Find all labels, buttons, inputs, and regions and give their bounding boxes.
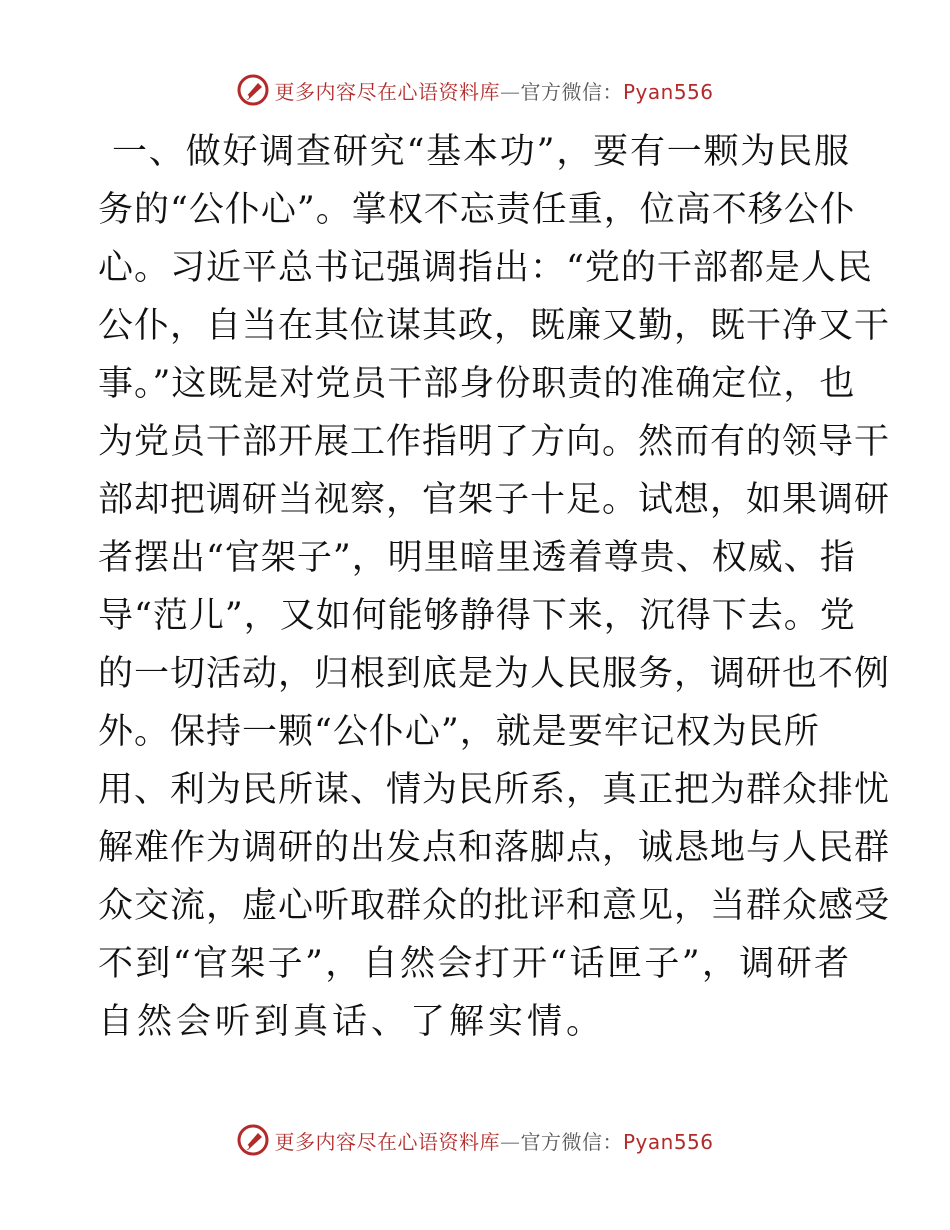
text-line: 导“范儿”，又如何能够静得下来，沉得下去。党 (98, 596, 856, 636)
text-line: 事。”这既是对党员干部身份职责的准确定位，也 (98, 364, 856, 404)
text-line: 外。保持一颗“公仆心”，就是要牢记权为民所 (98, 712, 820, 752)
watermark-separator: — (499, 79, 521, 104)
text-line: 用、利为民所谋、情为民所系，真正把为群众排忧 (98, 770, 891, 810)
footer-watermark (0, 1120, 950, 1160)
text-line: 一、做好调查研究“基本功”，要有一颗为民服 (112, 132, 850, 172)
text-line: 为党员干部开展工作指明了方向。然而有的领导干 (98, 422, 891, 462)
watermark-id: Pyan556 (622, 79, 714, 104)
header-watermark (0, 70, 950, 110)
pen-nib-logo-icon (236, 73, 270, 107)
watermark-official: 官方微信： (520, 1129, 623, 1154)
watermark-official: 官方微信： (520, 79, 623, 104)
text-line: 不到“官架子”，自然会打开“话匣子”，调研者 (98, 944, 850, 984)
watermark-separator: — (499, 1129, 521, 1154)
text-line: 部却把调研当视察，官架子十足。试想，如果调研 (98, 480, 891, 520)
watermark-text (274, 1126, 713, 1155)
text-line: 者摆出“官架子”，明里暗里透着尊贵、权威、指 (98, 538, 856, 578)
text-line: 公仆，自当在其位谋其政，既廉又勤，既干净又干 (98, 306, 891, 346)
document-body (98, 123, 891, 1051)
text-line: 众交流，虚心听取群众的批评和意见，当群众感受 (98, 886, 891, 926)
text-line: 心。习近平总书记强调指出：“党的干部都是人民 (98, 248, 873, 288)
text-line: 的一切活动，归根到底是为人民服务，调研也不例 (98, 654, 891, 694)
watermark-id: Pyan556 (622, 1129, 714, 1154)
watermark-main: 更多内容尽在心语资料库 (274, 79, 500, 104)
text-line: 自然会听到真话、了解实情。 (98, 1002, 606, 1042)
pen-nib-logo-icon (236, 1123, 270, 1157)
text-line: 解难作为调研的出发点和落脚点，诚恳地与人民群 (98, 828, 891, 868)
watermark-text (274, 76, 713, 105)
watermark-main: 更多内容尽在心语资料库 (274, 1129, 500, 1154)
text-line: 务的“公仆心”。掌权不忘责任重，位高不移公仆 (98, 190, 856, 230)
